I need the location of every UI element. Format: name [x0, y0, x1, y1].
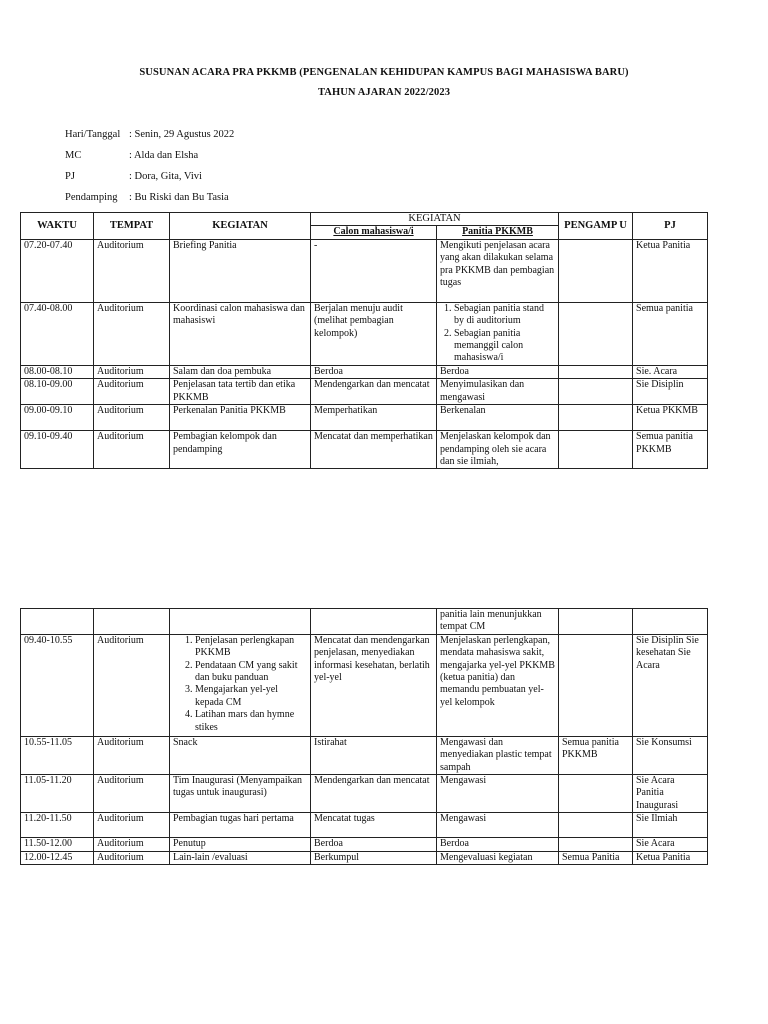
info-mc: MC : Alda dan Elsha: [65, 150, 199, 161]
list-item: 1. Sebagian panitia stand by di auditorium: [454, 303, 555, 328]
header-tempat: TEMPAT: [94, 213, 170, 240]
table-row: 07.40-08.00 Auditorium Koordinasi calon mahasiswa dan mahasiswi Berjalan menuju audit (melihat pembagian kelompok) 1. Sebagian panitia stand by di auditorium 2. Sebagian panitia memanggil calon mahasiswa/i Semua panitia: [21, 302, 708, 365]
document-subtitle: TAHUN AJARAN 2022/2023: [317, 87, 451, 98]
list-item: 3. Mengajarkan yel-yel kepada CM: [195, 684, 307, 709]
table-row: 11.05-11.20 Auditorium Tim Inaugurasi (Menyampaikan tugas untuk inaugurasi) Mendengarkan dan mencatat Mengawasi Sie Acara Panitia Inaugurasi: [21, 775, 708, 813]
header-calon-mahasiswa: Calon mahasiswa/i: [311, 226, 437, 239]
schedule-table-page-1: [20, 212, 708, 469]
header-waktu: WAKTU: [21, 213, 94, 240]
table-row: 11.50-12.00 Auditorium Penutup Berdoa Berdoa Sie Acara: [21, 838, 708, 851]
table-row: 10.55-11.05 Auditorium Snack Istirahat Mengawasi dan menyediakan plastic tempat sampah Semua panitia PKKMB Sie Konsumsi: [21, 736, 708, 774]
list-item: 2. Sebagian panitia memanggil calon mahasiswa/i: [454, 328, 555, 365]
info-pj: PJ : Dora, Gita, Vivi: [65, 171, 202, 182]
info-pendamping: Pendamping : Bu Riski dan Bu Tasia: [65, 192, 229, 203]
kegiatan-list: [173, 635, 307, 734]
schedule-table-page-2: [20, 608, 708, 865]
list-item: 1. Penjelasan perlengkapan PKKMB: [195, 635, 307, 660]
header-kegiatan: KEGIATAN: [170, 213, 311, 240]
header-pengampu: PENGAMP U: [559, 213, 633, 240]
info-hari-tanggal: Hari/Tanggal : Senin, 29 Agustus 2022: [65, 129, 235, 140]
list-item: 4. Latihan mars dan hymne stikes: [195, 709, 307, 734]
table-row: 12.00-12.45 Auditorium Lain-lain /evaluasi Berkumpul Mengevaluasi kegiatan Semua Panitia Ketua Panitia: [21, 851, 708, 864]
list-item: 2. Pendataan CM yang sakit dan buku panduan: [195, 660, 307, 685]
table-row: 09.10-09.40 Auditorium Pembagian kelompok dan pendamping Mencatat dan memperhatikan Menjelaskan kelompok dan pendamping oleh sie acara dan sie ilmiah, Semua panitia PKKMB: [21, 431, 708, 469]
header-kegiatan-group: KEGIATAN: [311, 213, 559, 226]
table-row: 09.40-10.55 Auditorium 1. Penjelasan perlengkapan PKKMB 2. Pendataan CM yang sakit dan buku panduan 3. Mengajarkan yel-yel kepada CM 4. Latihan mars dan hymne stikes Mencatat dan mendengarkan penjelasan, menyediakan informasi kesehatan, berlatih yel-yel Menjelaskan perlengkapan, mendata mahasiswa sakit, mengajarka yel-yel PKKMB (ketua panitia) dan memandu pembuatan yel-yel kelompok Sie Disiplin Sie kesehatan Sie Acara: [21, 634, 708, 736]
panitia-task-list: [440, 303, 555, 365]
table-row: 08.10-09.00 Auditorium Penjelasan tata tertib dan etika PKKMB Mendengarkan dan mencatat Menyimulasikan dan mengawasi Sie Disiplin: [21, 379, 708, 405]
table-row: 07.20-07.40 Auditorium Briefing Panitia - Mengikuti penjelasan acara yang akan dilakukan selama pra PKKMB dan pembagian tugas Ketua Panitia: [21, 239, 708, 302]
header-pj: PJ: [633, 213, 708, 240]
document-title: SUSUNAN ACARA PRA PKKMB (PENGENALAN KEHIDUPAN KAMPUS BAGI MAHASISWA BARU): [139, 67, 629, 78]
table-row: 09.00-09.10 Auditorium Perkenalan Panitia PKKMB Memperhatikan Berkenalan Ketua PKKMB: [21, 405, 708, 431]
header-panitia-pkkmb: Panitia PKKMB: [437, 226, 559, 239]
table-row: 11.20-11.50 Auditorium Pembagian tugas hari pertama Mencatat tugas Mengawasi Sie Ilmiah: [21, 813, 708, 838]
table-row: panitia lain menunjukkan tempat CM: [21, 609, 708, 635]
table-row: 08.00-08.10 Auditorium Salam dan doa pembuka Berdoa Berdoa Sie. Acara: [21, 365, 708, 378]
